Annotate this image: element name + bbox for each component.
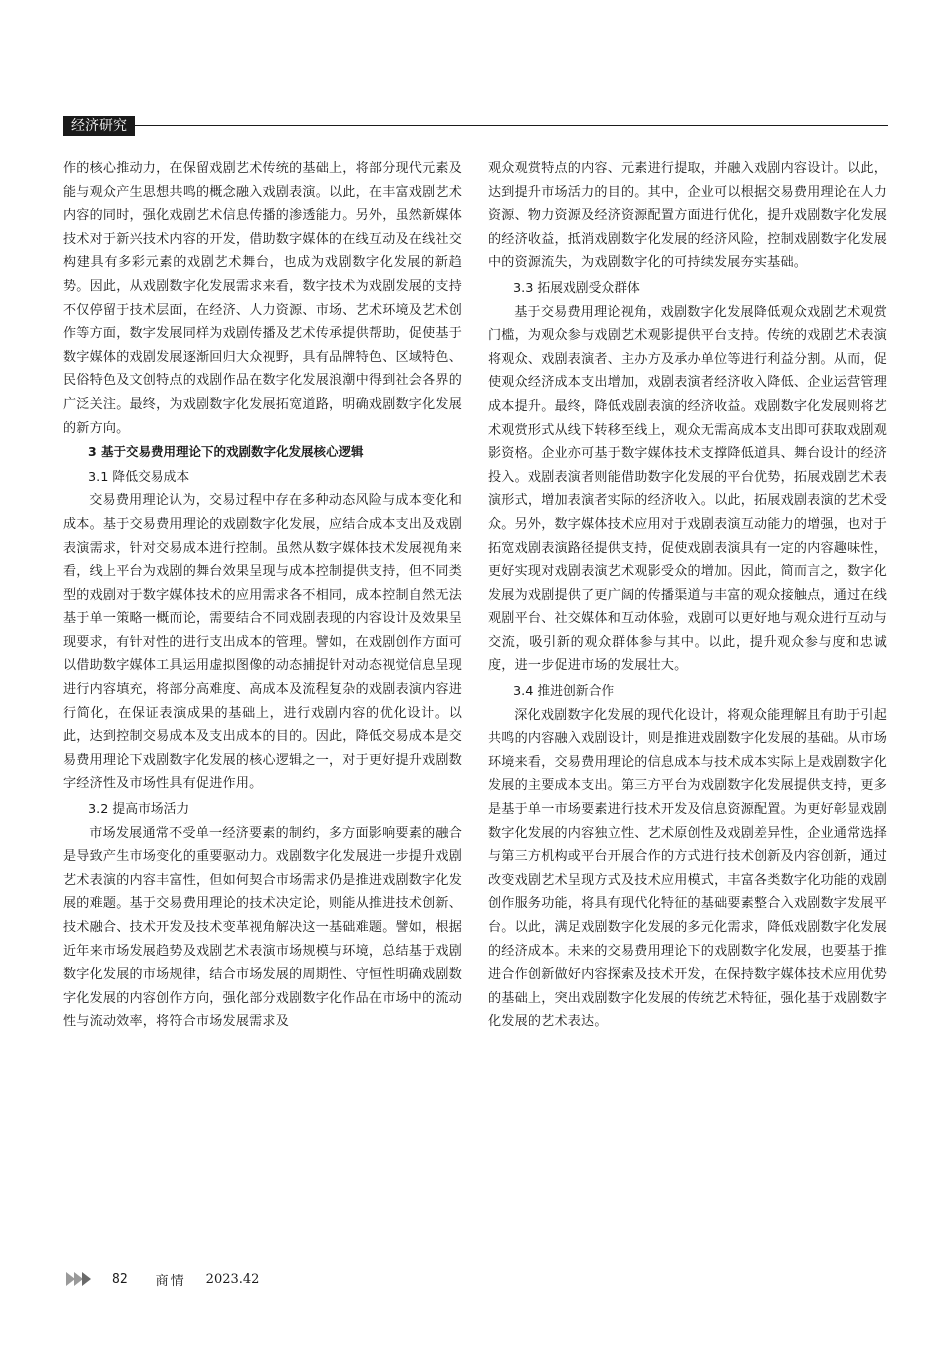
paragraph: 深化戏剧数字化发展的现代化设计，将观众能理解且有助于引起共鸣的内容融入戏剧设计，则是推进戏剧数字化发展的基础。从市场环境来看，交易费用理论的信息成本与技术成本实际上是戏剧数字化发展的主要成本支出。第三方平台为戏剧数字化发展提供支持，更多是基于单一市场要素进行技术开发及信息资源配置。为更好彰显戏剧数字化发展的内容独立性、艺术原创性及戏剧差异性，企业通常选择与第三方机构或平台开展合作的方式进行技术创新及内容创新，通过改变戏剧艺术呈现方式及技术应用模式，丰富各类数字化功能的戏剧创作服务功能，将具有现代化特征的基础要素整合入戏剧数字发展平台。以此，满足戏剧数字化发展的多元化需求，降低戏剧数字化发展的经济成本。未来的交易费用理论下的戏剧数字化发展，也要基于推进合作创新做好内容探索及技术开发，在保持数字媒体技术应用优势的基础上，突出戏剧数字化发展的传统艺术特征，强化基于戏剧数字化发展的艺术表达。 — [488, 707, 887, 1030]
subsection-heading-3-3: 3.3 拓展戏剧受众群体 — [513, 280, 640, 296]
journal-issue: 2023.42 — [205, 1271, 260, 1287]
paragraph: 市场发展通常不受单一经济要素的制约，多方面影响要素的融合是导致产生市场变化的重要驱动力。戏剧数字化发展进一步提升戏剧艺术表演的内容丰富性，但如何契合市场需求仍是推进戏剧数字化发展的难题。基于交易费用理论的技术决定论，则能从推进技术创新、技术融合、技术开发及技术变革视角解决这一基础难题。譬如，根据近年来市场发展趋势及戏剧艺术表演市场规模与环境，总结基于戏剧数字化发展的市场规律，结合市场发展的周期性、守恒性明确戏剧数字化发展的内容创作方向，强化部分戏剧数字化作品在市场中的流动性与流动效率，将符合市场发展需求及 — [63, 825, 462, 1030]
subsection-heading-3-1: 3.1 降低交易成本 — [88, 469, 190, 485]
left-column — [63, 157, 462, 1034]
header-rule — [63, 125, 888, 126]
paragraph: 作的核心推动力，在保留戏剧艺术传统的基础上，将部分现代元素及能与观众产生思想共鸣的概念融入戏剧表演。以此，在丰富戏剧艺术内容的同时，强化戏剧艺术信息传播的渗透能力。另外，虽然新媒体技术对于新兴技术内容的开发，借助数字媒体的在线互动及在线社交构建具有多彩元素的戏剧艺术舞台，也成为戏剧数字化发展的新趋势。因此，从戏剧数字化发展需求来看，数字技术为戏剧发展的支持不仅停留于技术层面，在经济、人力资源、市场、艺术环境及艺术创作等方面，数字发展同样为戏剧传播及艺术传承提供帮助，促使基于数字媒体的戏剧发展逐渐回归大众视野，具有品牌特色、区域特色、民俗特色及文创特点的戏剧作品在数字化发展浪潮中得到社会各界的广泛关注。最终，为戏剧数字化发展拓宽道路，明确戏剧数字化发展的新方向。 — [63, 161, 462, 436]
journal-name: 商情 — [155, 1273, 186, 1289]
chevrons-icon — [66, 1272, 90, 1286]
section-label: 经济研究 — [63, 116, 135, 136]
subsection-heading-3-2: 3.2 提高市场活力 — [88, 802, 190, 818]
paragraph: 交易费用理论认为，交易过程中存在多种动态风险与成本变化和成本。基于交易费用理论的戏剧数字化发展，应结合成本支出及戏剧表演需求，针对交易成本进行控制。虽然从数字媒体技术发展视角来看，线上平台为戏剧的舞台效果呈现与成本控制提供支持，但不同类型的戏剧对于数字媒体技术的应用需求各不相同，成本控制自然无法基于单一策略一概而论，需要结合不同戏剧表现的内容设计及效果呈现要求，有针对性的进行支出成本的管理。譬如，在戏剧创作方面可以借助数字媒体工具运用虚拟图像的动态捕捉针对动态视觉信息呈现进行内容填充，将部分高难度、高成本及流程复杂的戏剧表演内容进行简化，在保证表演成果的基础上，进行戏剧内容的优化设计。以此，达到控制交易成本及支出成本的目的。因此，降低交易成本是交易费用理论下戏剧数字化发展的核心逻辑之一，对于更好提升戏剧数字经济性及市场性具有促进作用。 — [63, 493, 462, 792]
right-column — [488, 157, 887, 1034]
paragraph: 观众观赏特点的内容、元素进行提取，并融入戏剧内容设计。以此，达到提升市场活力的目的。其中，企业可以根据交易费用理论在人力资源、物力资源及经济资源配置方面进行优化，提升戏剧数字化发展的经济收益，抵消戏剧数字化发展的经济风险，控制戏剧数字化发展中的资源流失，为戏剧数字化的可持续发展夯实基础。 — [488, 161, 887, 271]
page-number: 82 — [112, 1271, 128, 1287]
paragraph: 基于交易费用理论视角，戏剧数字化发展降低观众戏剧艺术观赏门槛，为观众参与戏剧艺术观影提供平台支持。传统的戏剧艺术表演将观众、戏剧表演者、主办方及承办单位等进行利益分割。从而，促使观众经济成本支出增加，戏剧表演者经济收入降低、企业运营管理成本提升。最终，降低戏剧表演的经济收益。戏剧数字化发展则将艺术观赏形式从线下转移至线上，观众无需高成本支出即可获取戏剧观影资格。企业亦可基于数字媒体技术支撑降低道具、舞台设计的经济投入。戏剧表演者则能借助数字化发展的平台优势，拓展戏剧艺术表演形式，增加表演者实际的经济收入。以此，拓展戏剧表演的艺术受众。另外，数字媒体技术应用对于戏剧表演互动能力的增强，也对于拓宽戏剧表演路径提供支持，促使戏剧表演具有一定的内容趣味性，更好实现对戏剧表演艺术观影受众的增加。因此，简而言之，数字化发展为戏剧提供了更广阔的传播渠道与丰富的观众接触点，通过在线观剧平台、社交媒体和互动体验，戏剧可以更好地与观众进行互动与交流，吸引新的观众群体参与其中。以此，提升观众参与度和忠诚度，进一步促进市场的发展壮大。 — [488, 304, 887, 674]
page-footer — [66, 1269, 259, 1289]
subsection-heading-3-4: 3.4 推进创新合作 — [513, 684, 615, 700]
section-heading-3: 3 基于交易费用理论下的戏剧数字化发展核心逻辑 — [88, 444, 364, 460]
